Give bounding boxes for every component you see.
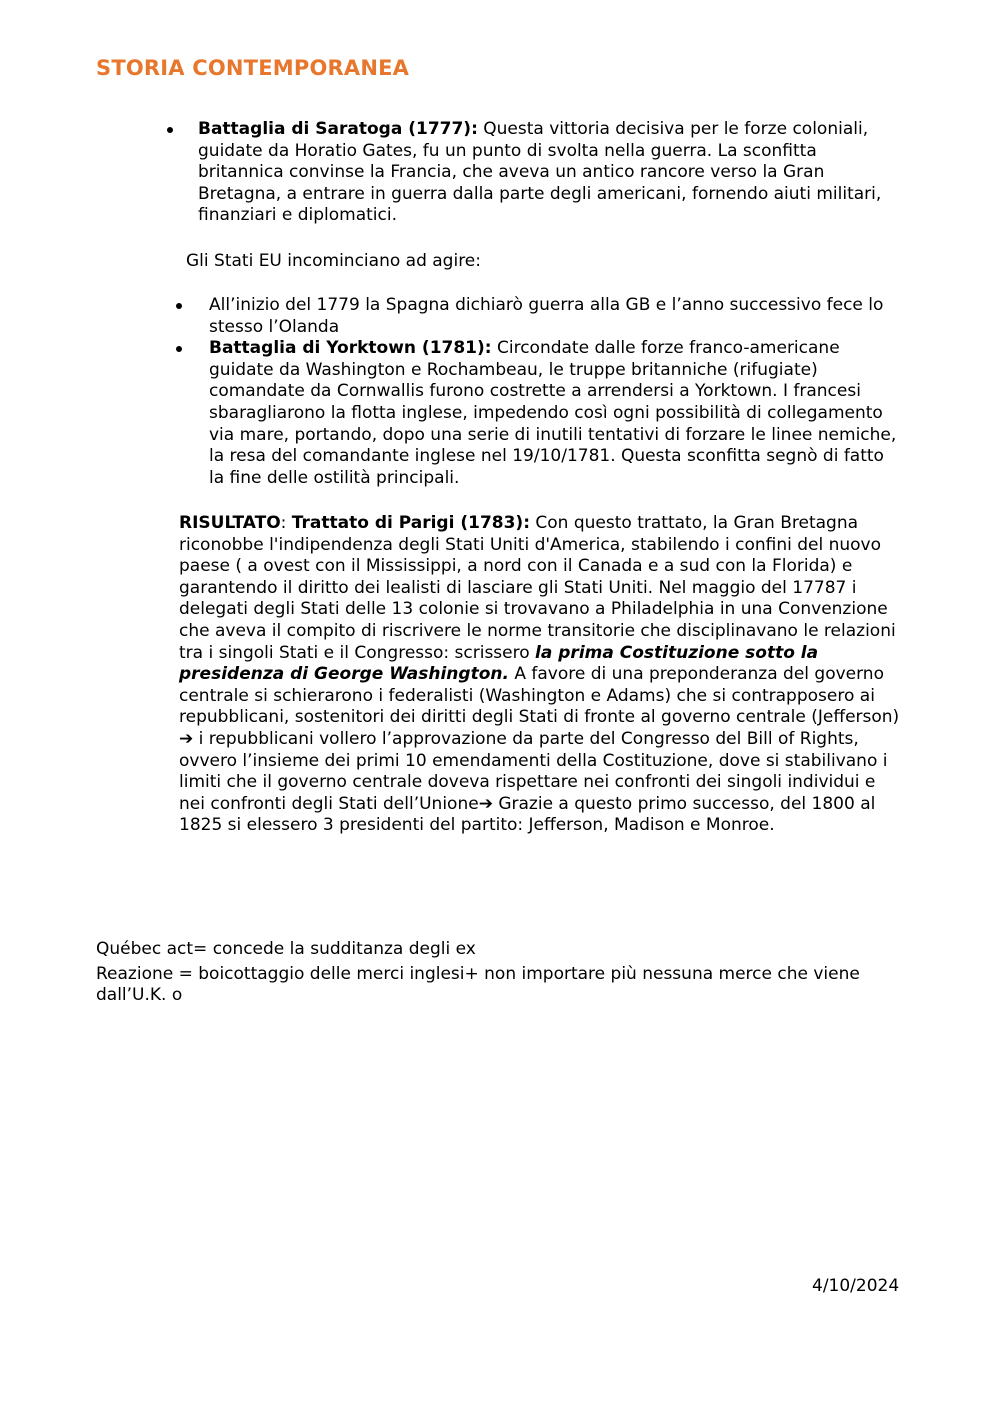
saratoga-text: Questa vittoria decisiva per le forze coloniali, guidate da Horatio Gates, fu un punto di svolta nella guerra. La sconfitta britannica convinse la Francia, che aveva un antico rancore verso la Gran Bretagna, a entrare in guerra dalla parte degli americani, fornendo aiuti militari, finanziari e diplomatici. <box>198 119 882 226</box>
events-list <box>176 295 902 489</box>
bullet-icon <box>167 127 173 133</box>
result-text-1: Con questo trattato, la Gran Bretagna riconobbe l'indipendenza degli Stati Uniti d'America, stabilendo i confini del nuovo paese ( a ovest con il Mississippi, a nord con il Canada e a sud con la Florida) e garantendo il diritto dei lealisti di lasciare gli Stati Uniti. Nel maggio del 17787 i delegati degli Stati delle 13 colonie si trovavano a Philadelphia in una Convenzione che aveva il compito di riscrivere le norme transitorie che disciplinavano le relazioni tra i singoli Stati e il Congresso: scrissero <box>179 513 896 663</box>
list-item <box>176 338 902 489</box>
list-item-spain: All’inizio del 1779 la Spagna dichiarò guerra alla GB e l’anno successivo fece lo stesso l’Olanda <box>209 295 884 337</box>
result-label: RISULTATO <box>179 513 281 533</box>
notes-block <box>96 939 896 1007</box>
saratoga-item <box>167 119 907 227</box>
result-colon: : <box>280 513 292 533</box>
result-text-2: A favore di una preponderanza del governo centrale si schierarono i federalisti (Washington e Adams) che si contrapposero ai repubblicani, sostenitori dei diritti degli Stati di fronte al governo centrale (Jefferson) <box>179 664 900 728</box>
bullet-icon <box>176 346 182 352</box>
page-title: STORIA CONTEMPORANEA <box>96 56 410 80</box>
constitution-highlight: la prima Costituzione sotto la presidenza di George Washington. <box>179 642 819 685</box>
note-reaction: Reazione = boicottaggio delle merci inglesi+ non importare più nessuna merce che viene dall’U.K. o <box>96 963 860 1006</box>
yorktown-heading: Battaglia di Yorktown (1781): <box>209 338 492 359</box>
list-item <box>176 295 902 338</box>
footer-date: 4/10/2024 <box>812 1276 900 1296</box>
result-text-3: i repubblicani vollero l’approvazione da parte del Congresso del Bill of Rights, ovvero l’insieme dei primi 10 emendamenti della Costituzione, dove si stabilivano i limiti che il governo centrale doveva rispettare nei confronti dei singoli individui e nei confronti degli Stati dell’Unione <box>179 728 888 814</box>
arrow-icon: ➔ <box>478 793 493 814</box>
treaty-heading: Trattato di Parigi (1783): <box>291 513 530 533</box>
arrow-icon: ➔ <box>179 728 194 749</box>
note-quebec: Québec act= concede la sudditanza degli ex <box>96 939 476 959</box>
result-paragraph <box>179 513 904 837</box>
result-text-4: Grazie a questo primo successo, del 1800 al 1825 si elessero 3 presidenti del partito: Jefferson, Madison e Monroe. <box>179 793 876 836</box>
saratoga-paragraph <box>198 119 907 227</box>
bullet-icon <box>176 303 182 309</box>
list-item-yorktown <box>209 338 902 489</box>
saratoga-heading: Battaglia di Saratoga (1777): <box>198 119 478 139</box>
intro-text: Gli Stati EU incominciano ad agire: <box>186 251 481 271</box>
yorktown-text: Circondate dalle forze franco-americane guidate da Washington e Rochambeau, le truppe britanniche (rifugiate) comandate da Cornwallis furono costrette a arrendersi a Yorktown. I francesi sbaragliarono la flotta inglese, impedendo così ogni possibilità di collegamento via mare, portando, dopo una serie di inutili tentativi di forzare le linee nemiche, la resa del comandante inglese nel 19/10/1781. Questa sconfitta segnò di fatto la fine delle ostilità principali. <box>209 338 897 488</box>
